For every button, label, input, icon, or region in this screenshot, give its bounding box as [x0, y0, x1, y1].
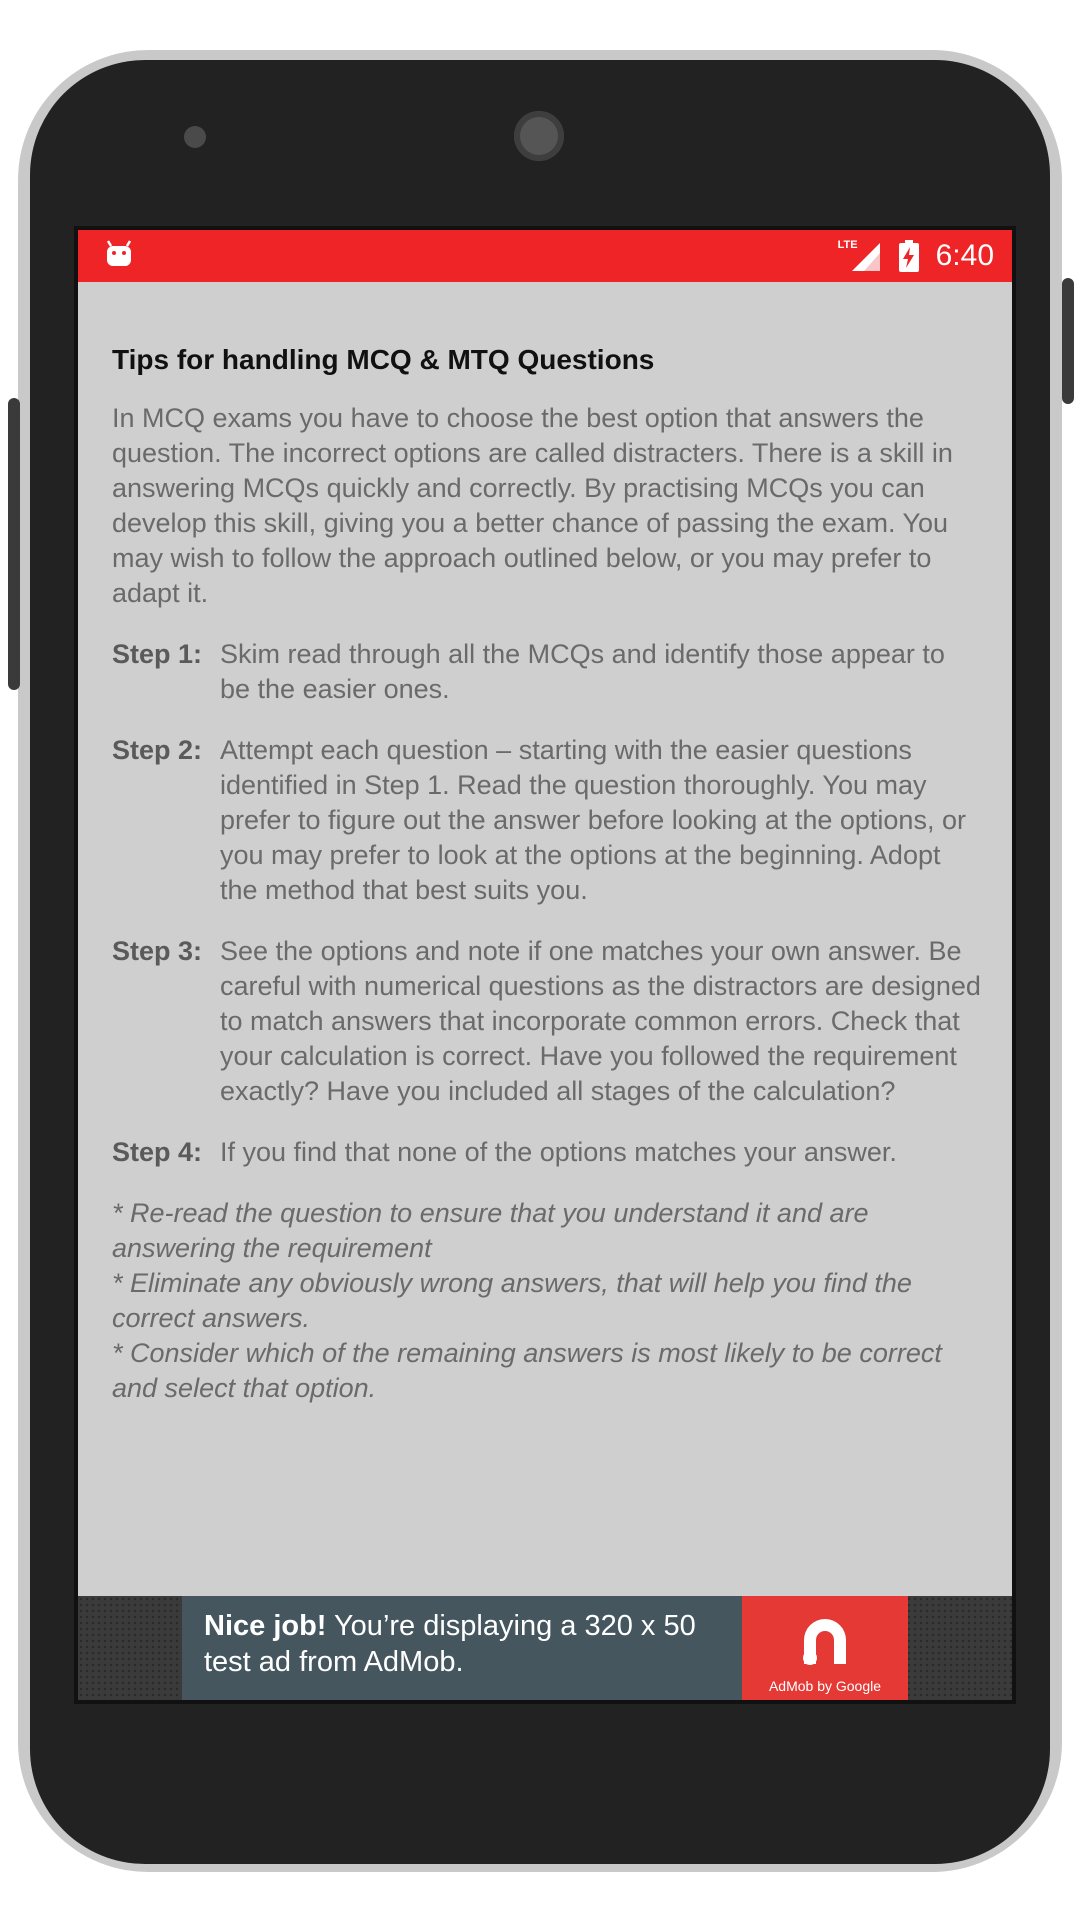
tip-item: * Consider which of the remaining answers is most likely to be correct and select that option.	[112, 1338, 942, 1403]
step-item	[112, 1135, 982, 1170]
tips-list	[112, 1196, 982, 1406]
admob-caption: AdMob by Google	[768, 1678, 882, 1694]
tip-item: * Re-read the question to ensure that you understand it and are answering the requirement	[112, 1198, 869, 1263]
lte-signal-icon	[838, 239, 882, 273]
step-text: Attempt each question – starting with the easier questions identified in Step 1. Read the question thoroughly. You may prefer to figure out the answer before looking at the options, or you may prefer to look at the options at the beginning. Adopt the method that best suits you.	[220, 735, 966, 905]
page-title: Tips for handling MCQ & MTQ Questions	[112, 344, 655, 375]
intro-paragraph: In MCQ exams you have to choose the best option that answers the question. The incorrect options are called distracters. There is a skill in answering MCQs quickly and correctly. By practising MCQs you can develop this skill, giving you a better chance of passing the exam. You may wish to follow the approach outlined below, or you may prefer to adapt it.	[112, 403, 953, 608]
ad-banner[interactable]	[78, 1596, 1012, 1700]
front-sensor-icon	[184, 126, 206, 148]
step-label: Step 1:	[112, 639, 203, 669]
admob-logo[interactable]	[742, 1596, 908, 1700]
step-label: Step 2:	[112, 735, 203, 765]
network-type-label: LTE	[837, 239, 858, 251]
step-item	[112, 733, 982, 908]
ad-text[interactable]	[204, 1608, 724, 1680]
ad-text-bold: Nice job!	[204, 1610, 327, 1642]
step-text: If you find that none of the options matches your answer.	[220, 1137, 897, 1167]
step-label: Step 3:	[112, 936, 203, 966]
ad-text-body: You’re displaying a 320 x 50 test ad from AdMob.	[204, 1610, 696, 1678]
step-text: See the options and note if one matches your own answer. Be careful with numerical questions as the distractors are designed to match answers that incorporate common errors. Check that your calculation is correct. Have you followed the requirement exactly? Have you included all stages of the calculation?	[220, 936, 981, 1106]
status-bar	[78, 230, 1012, 282]
step-label: Step 4:	[112, 1137, 203, 1167]
step-item	[112, 934, 982, 1109]
status-time: 6:40	[935, 239, 994, 272]
front-camera-icon	[514, 111, 564, 161]
tip-item: * Eliminate any obviously wrong answers, that will help you find the correct answers.	[112, 1268, 912, 1333]
android-debug-icon	[102, 238, 136, 272]
screen	[74, 226, 1016, 1704]
step-text: Skim read through all the MCQs and identify those appear to be the easier ones.	[220, 639, 945, 704]
ad-creative[interactable]	[182, 1596, 908, 1700]
article-content	[112, 342, 982, 1406]
power-button	[1062, 278, 1074, 404]
battery-charging-icon	[898, 239, 920, 273]
volume-button	[8, 398, 20, 690]
step-item	[112, 637, 982, 707]
